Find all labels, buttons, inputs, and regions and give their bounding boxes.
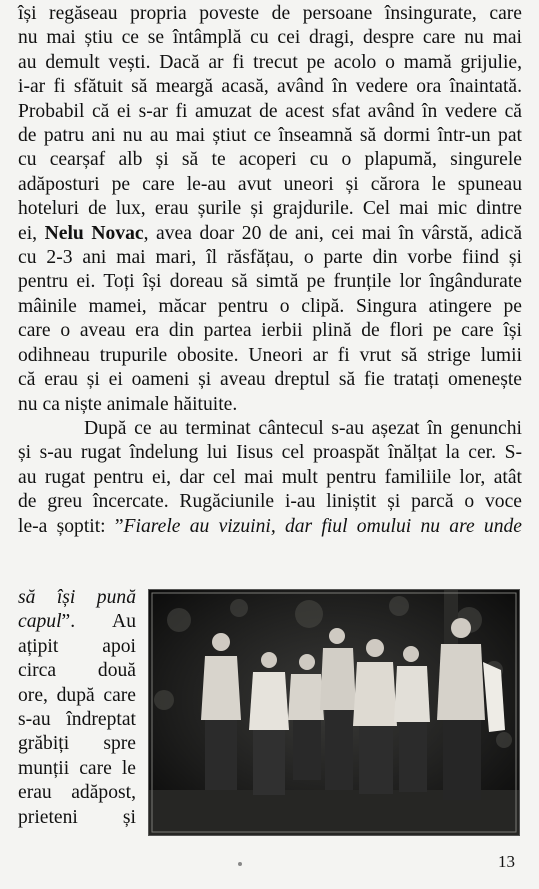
text-line: de greu încercate. Rugăciunile i-au liniștit și parcă o voce	[18, 491, 522, 513]
side-line: ore, după care	[18, 684, 136, 706]
text-line: își regăseau propria poveste de persoane însingurate, care	[18, 3, 522, 24]
group-photograph	[148, 589, 520, 836]
text-line: cu 2-3 ani mai mari, îl răsfățau, o parte din vorbe fiind și	[18, 247, 522, 269]
quote-line	[18, 515, 522, 539]
quote-continuation: să își pună	[18, 587, 136, 608]
text-line: și s-au rugat îndelung lui Iisus cel proaspăt înălțat la cer. S-	[18, 442, 522, 464]
line-prefix: ei,	[18, 222, 45, 244]
text-line: Probabil că ei s-ar fi amuzat de acest sfat având în vedere că	[18, 100, 522, 122]
side-column-text	[18, 586, 136, 830]
text-line: cu cearșaf alb și să te acoperi cu o plapumă, singurele	[18, 149, 522, 171]
line-suffix: , avea doar 20 de ani, cei mai în vârstă, adică	[143, 222, 523, 244]
text-line: nu mai știu ce se întâmplă cu cei dragi, despre care nu mai	[18, 27, 522, 49]
page-number: 13	[498, 852, 515, 871]
text-line: care o aveau era din partea ierbii plină de flori pe care își	[18, 320, 522, 342]
print-dot	[238, 862, 242, 866]
text-line: odihneau trupurile obosite. Uneori ar fi vrut să strige lumii	[18, 344, 522, 366]
after-quote: ”. Au	[61, 611, 136, 633]
person-name: Nelu Novac	[44, 222, 144, 244]
quote-text: Fiarele au vizuini, dar fiul omului nu are unde	[123, 515, 523, 537]
quote-prefix: le-a șoptit: ”	[18, 515, 124, 537]
text-line: adăposturi pe care le-au avut uneori și cărora le spuneau	[18, 173, 522, 195]
side-line: s-au îndreptat	[18, 709, 136, 731]
side-line: erau adăpost,	[18, 782, 136, 804]
text-line: hoteluri de lux, erau șurile și grajdurile. Cel mai mic dintre	[18, 198, 522, 220]
side-line: prieteni și	[18, 806, 136, 828]
text-line: i-ar fi sfătuit să meargă acasă, având în vedere ora înaintată.	[18, 76, 522, 98]
text-line: au demult vești. Dacă ar fi trecut pe acolo o mamă grijulie,	[18, 51, 522, 73]
text-line-with-name	[18, 222, 522, 246]
quote-end-line	[18, 610, 136, 634]
text-line: pentru ei. Toți își doreau să simtă pe frunțile lor îngândurate	[18, 271, 522, 293]
side-line: grăbiți spre	[18, 733, 136, 755]
side-line: circa două	[18, 660, 136, 682]
text-line: că erau și ei oameni și aveau dreptul să fie tratați omenește	[18, 369, 522, 391]
quote-end: capul	[18, 611, 62, 633]
text-line: mâinile mamei, măcar pentru o clipă. Singura atingere pe	[18, 295, 522, 317]
text-line: de patru ani nu au mai știut ce înseamnă să dormi într-un pat	[18, 125, 522, 147]
text-line: au rugat pentru ei, dar cel mai mult pentru familiile lor, atât	[18, 466, 522, 488]
paragraph-start-line: După ce au terminat cântecul s-au așezat în genunchi	[84, 417, 522, 439]
main-text	[18, 2, 522, 539]
paragraph-end-line: nu ca niște animale hăituite.	[18, 393, 238, 415]
side-line: munții care le	[18, 757, 136, 779]
side-line: ațipit apoi	[18, 635, 136, 657]
